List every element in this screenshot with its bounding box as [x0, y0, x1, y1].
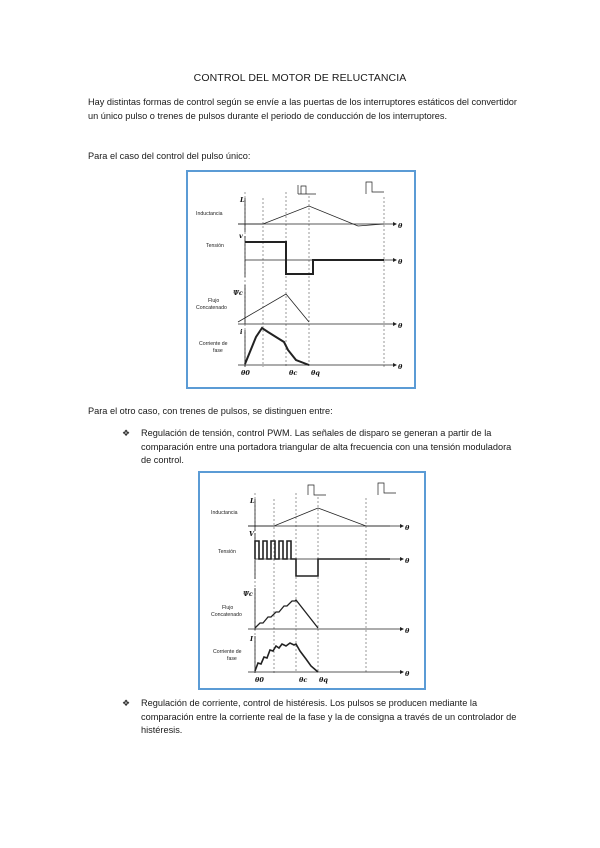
- thetaq-label-2: θq: [319, 676, 328, 684]
- thetaq-label: θq: [311, 369, 320, 377]
- pulse-sketch-2: [366, 182, 384, 194]
- axis-v-label: v: [239, 232, 243, 240]
- single-pulse-figure: [186, 170, 416, 389]
- thetac-label: θc: [289, 369, 298, 377]
- axis-L-label-2: L: [250, 497, 255, 505]
- theta-axis-6: θ: [405, 557, 410, 565]
- single-pulse-caption: Para el caso del control del pulso único:: [88, 151, 251, 161]
- theta0-label-2: θ0: [255, 676, 264, 684]
- axis-psi-label-2: Ψc: [243, 590, 253, 598]
- flux-label-2-line2: Concatenado: [211, 612, 242, 618]
- other-case-caption: Para el otro caso, con trenes de pulsos, se distinguen entre:: [88, 406, 333, 416]
- theta-axis-5: θ: [405, 524, 410, 532]
- axis-L-label: L: [240, 196, 245, 204]
- current-label-line1: Corriente de: [199, 341, 228, 347]
- axis-psi-label: Ψc: [233, 289, 243, 297]
- thetac-label-2: θc: [299, 676, 308, 684]
- theta-axis-2: θ: [398, 258, 403, 266]
- flux-label-line1: Flujo: [208, 298, 220, 304]
- pulse-train-figure: [198, 471, 426, 690]
- current-label-line2: fase: [213, 348, 223, 354]
- theta-axis-3: θ: [398, 322, 403, 330]
- single-pulse-diagram: [188, 172, 414, 387]
- axis-i-label: i: [240, 328, 243, 336]
- theta-axis-7: θ: [405, 627, 410, 635]
- inductance-label-2: Inductancia: [211, 510, 238, 516]
- flux-label-line2: Concatenado: [196, 305, 227, 311]
- axis-v-label-2: V: [249, 530, 255, 538]
- voltage-label: Tensión: [206, 243, 224, 249]
- theta-axis-1: θ: [398, 222, 403, 230]
- page-title: CONTROL DEL MOTOR DE RELUCTANCIA: [193, 72, 407, 84]
- diamond-bullet-icon: ❖: [122, 428, 131, 438]
- pulse-sketch-1: [298, 185, 316, 194]
- theta-axis-8: θ: [405, 670, 410, 678]
- flux-label-2-line1: Flujo: [222, 605, 234, 611]
- pulse-train-diagram: [200, 473, 424, 688]
- diamond-bullet-icon-2: ❖: [122, 698, 131, 708]
- theta-axis-4: θ: [398, 363, 403, 371]
- bullet-text-hysteresis: Regulación de corriente, control de histéresis. Los pulsos se producen mediante la comparación entre la corriente real de la fase y la de consigna a través de un controlador de histéresis.: [141, 698, 517, 736]
- current-label-2-line2: fase: [227, 656, 237, 662]
- theta0-label: θ0: [241, 369, 250, 377]
- voltage-label-2: Tensión: [218, 549, 236, 555]
- pulse-sketch-3: [308, 485, 326, 495]
- axis-i-label-2: I: [250, 635, 254, 643]
- intro-paragraph: Hay distintas formas de control según se envíe a las puertas de los interruptores estáticos del convertidor un único pulso o trenes de pulsos durante el periodo de conducción de los interruptores.: [88, 97, 517, 121]
- pulse-sketch-4: [378, 483, 396, 495]
- inductance-label: Inductancia: [196, 211, 223, 217]
- current-label-2-line1: Corriente de: [213, 649, 242, 655]
- bullet-text-pwm: Regulación de tensión, control PWM. Las señales de disparo se generan a partir de la comparación entre una portadora triangular de alta frecuencia con una tensión moduladora de control.: [141, 428, 512, 466]
